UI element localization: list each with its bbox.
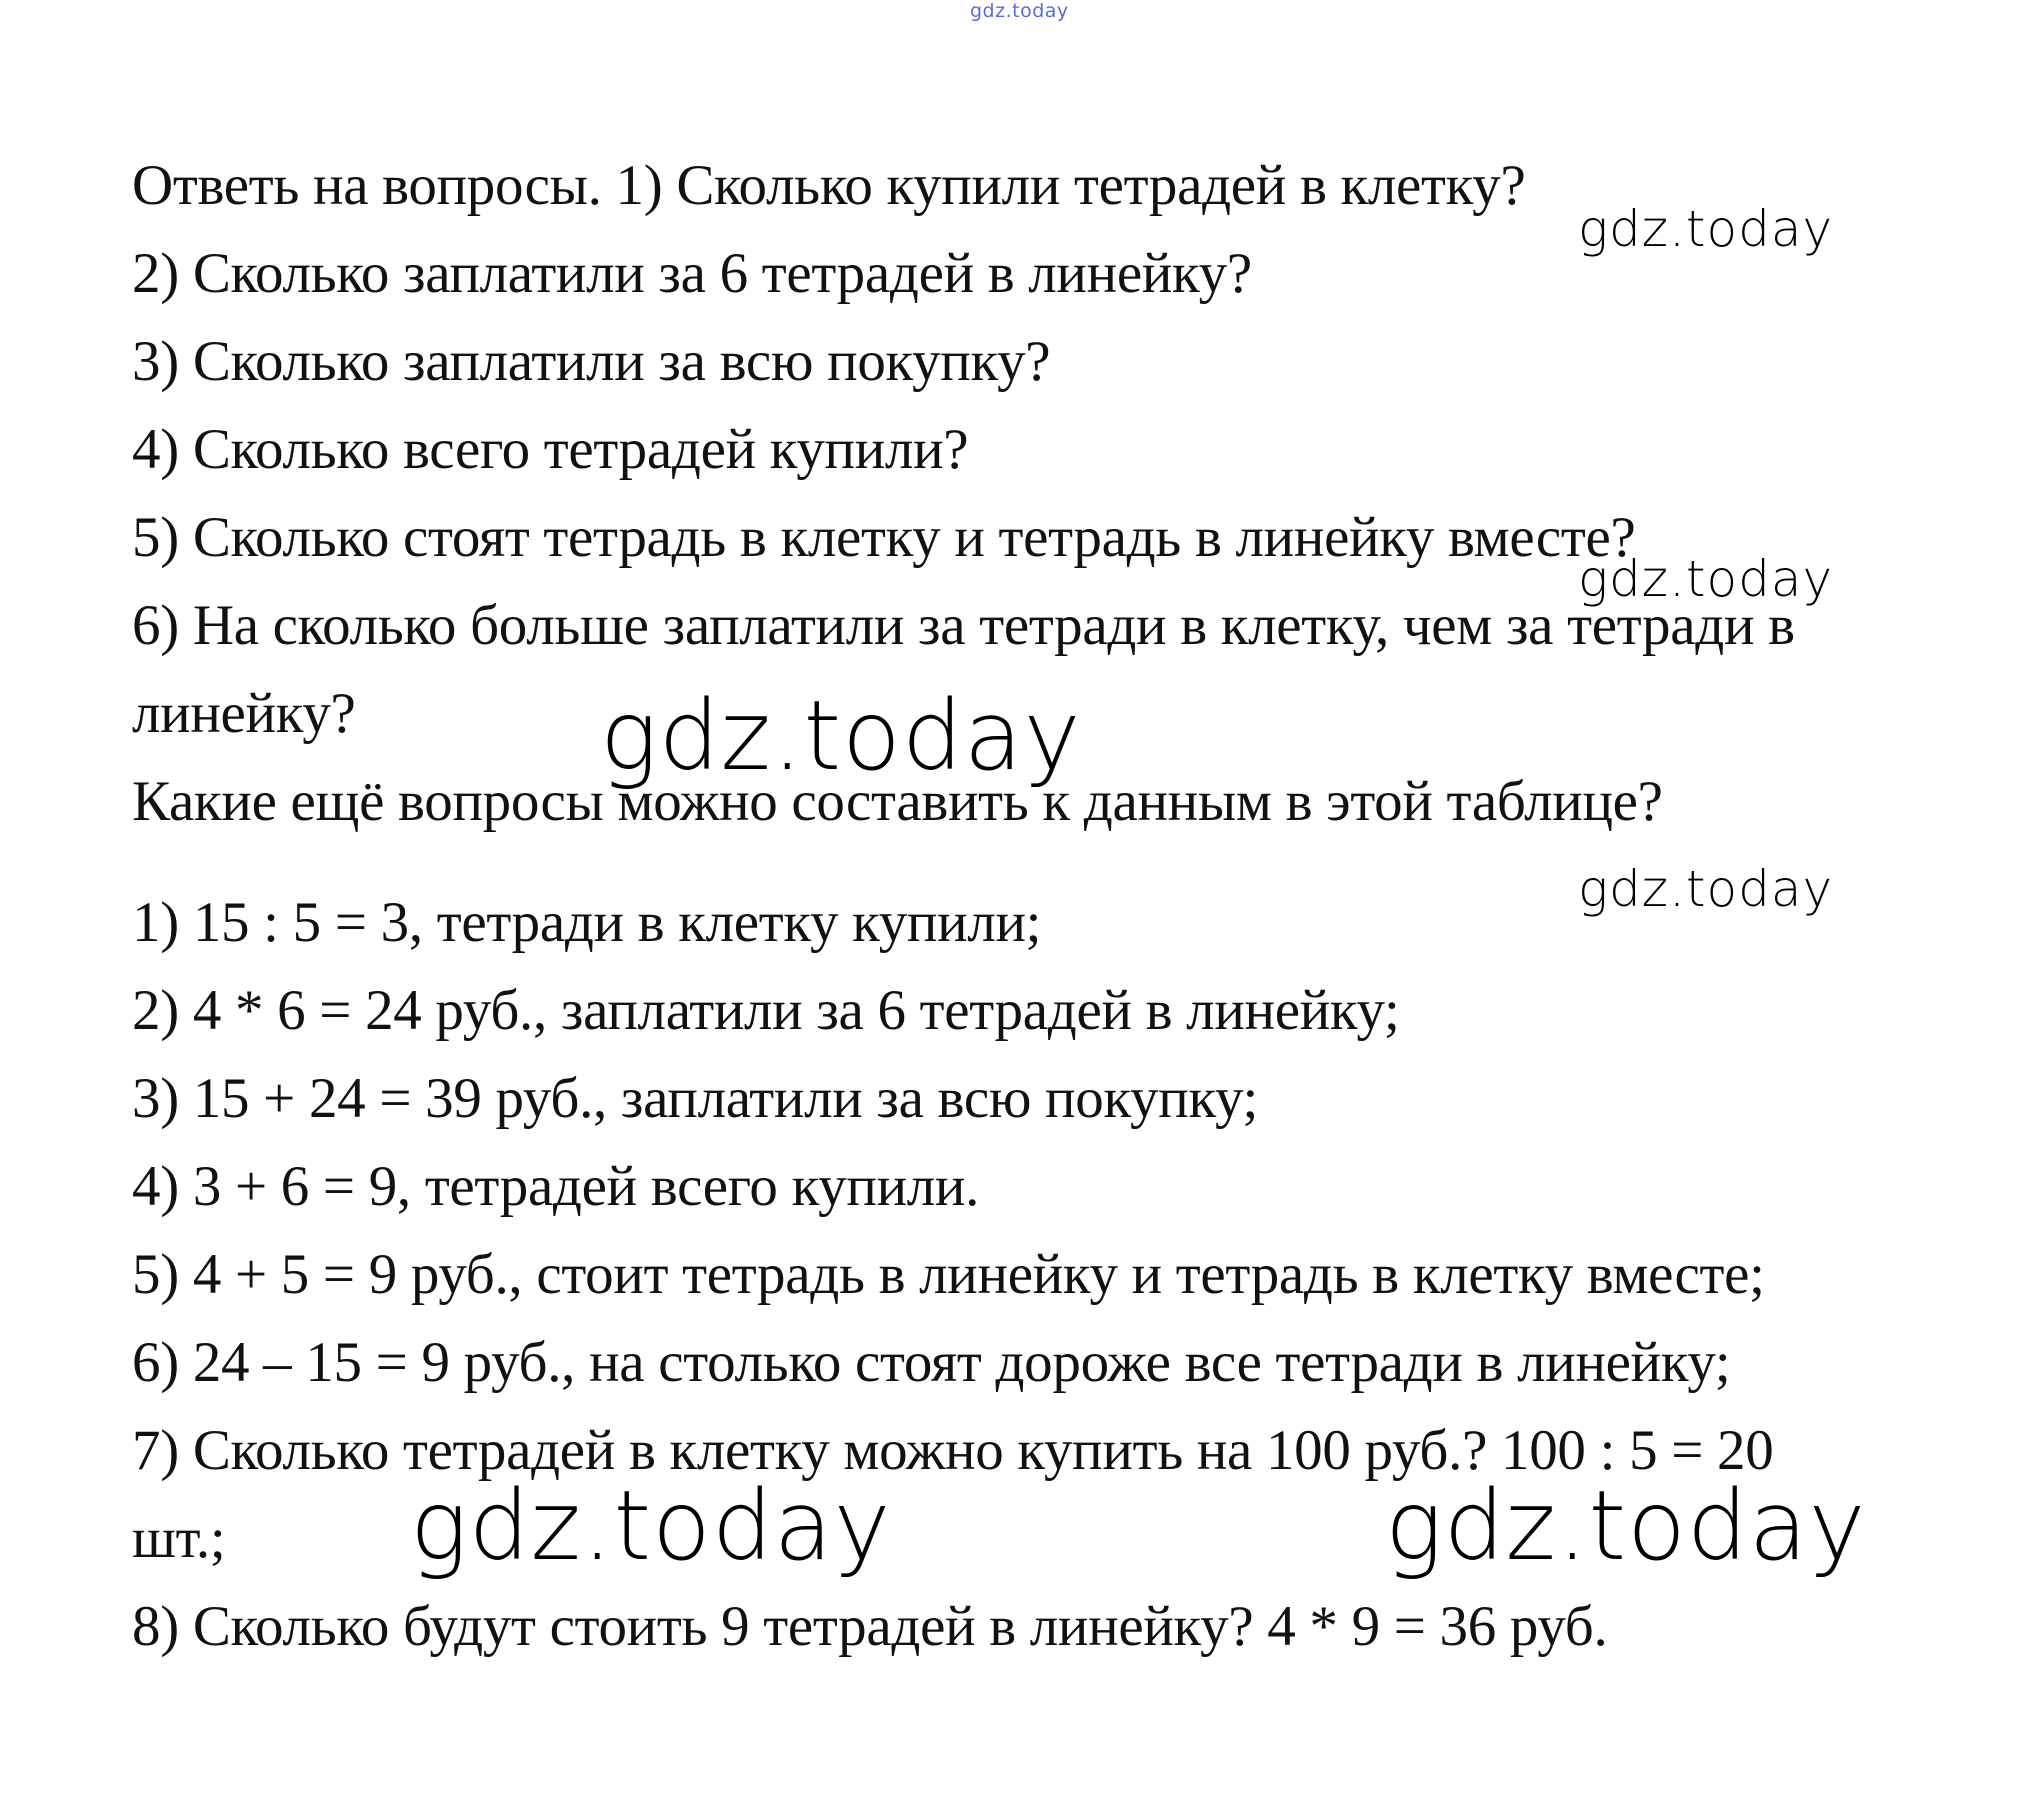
answer-line-7: 7) Сколько тетрадей в клетку можно купить на 100 руб.? 100 : 5 = 20 <box>132 1419 1774 1482</box>
watermark-top: gdz.today <box>970 0 1069 22</box>
answer-line-1: 1) 15 : 5 = 3, тетради в клетку купили; <box>132 891 1042 954</box>
question-line-5: 5) Сколько стоят тетрадь в клетку и тетрадь в линейку вместе? <box>132 506 1636 569</box>
answer-line-2: 2) 4 * 6 = 24 руб., заплатили за 6 тетрадей в линейку; <box>132 979 1400 1042</box>
watermark-small-2: gdz.today <box>1578 550 1834 608</box>
question-line-6: 6) На сколько больше заплатили за тетради в клетку, чем за тетради в <box>132 594 1795 657</box>
question-line-3: 3) Сколько заплатили за всю покупку? <box>132 330 1051 393</box>
question-line-6-cont: линейку? <box>132 682 356 745</box>
question-line-4: 4) Сколько всего тетрадей купили? <box>132 418 969 481</box>
question-line-2: 2) Сколько заплатили за 6 тетрадей в линейку? <box>132 242 1252 305</box>
answer-line-7-cont: шт.; <box>132 1507 226 1570</box>
watermark-large-3: gdz.today <box>1385 1470 1867 1582</box>
question-extra: Какие ещё вопросы можно составить к данным в этой таблице? <box>132 770 1663 833</box>
watermark-small-3: gdz.today <box>1578 860 1834 918</box>
answer-line-4: 4) 3 + 6 = 9, тетрадей всего купили. <box>132 1155 980 1218</box>
answer-line-6: 6) 24 – 15 = 9 руб., на столько стоят дороже все тетради в линейку; <box>132 1331 1731 1394</box>
watermark-large-2: gdz.today <box>410 1470 892 1582</box>
answer-line-8: 8) Сколько будут стоить 9 тетрадей в линейку? 4 * 9 = 36 руб. <box>132 1595 1608 1658</box>
watermark-large-1: gdz.today <box>600 680 1082 792</box>
answer-line-5: 5) 4 + 5 = 9 руб., стоит тетрадь в линейку и тетрадь в клетку вместе; <box>132 1243 1765 1306</box>
watermark-small-1: gdz.today <box>1578 200 1834 258</box>
answer-line-3: 3) 15 + 24 = 39 руб., заплатили за всю покупку; <box>132 1067 1259 1130</box>
question-line-1: Ответь на вопросы. 1) Сколько купили тетрадей в клетку? <box>132 154 1526 217</box>
